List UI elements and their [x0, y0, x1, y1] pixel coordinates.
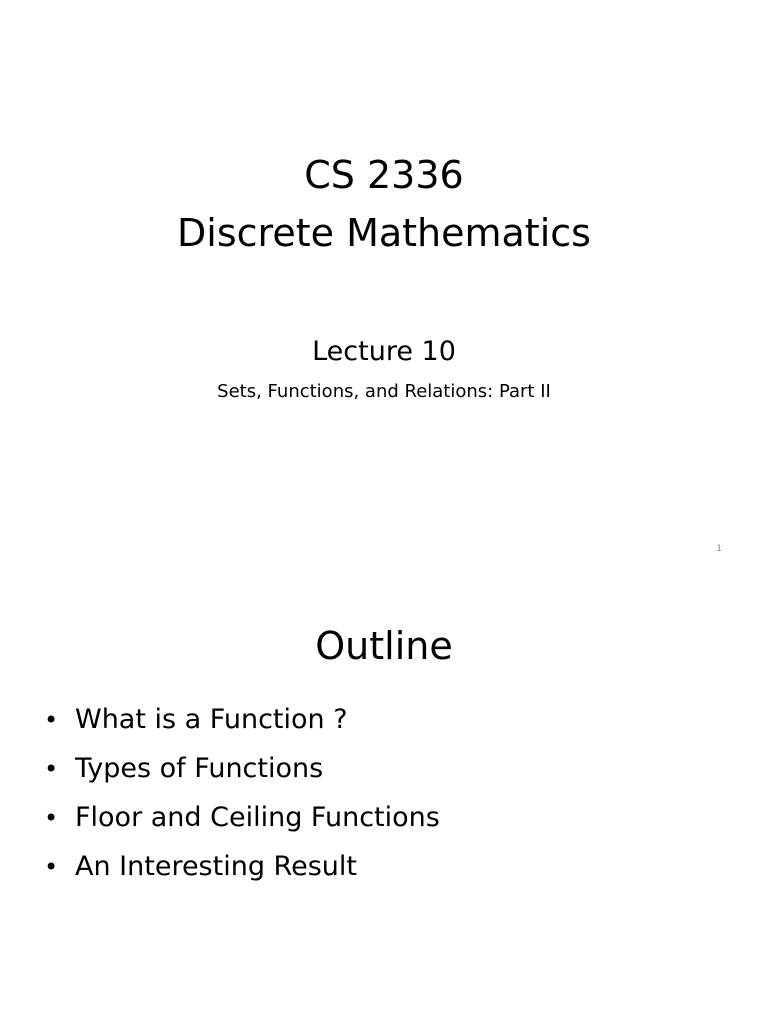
- list-item-text: Types of Functions: [75, 753, 324, 784]
- list-item: [44, 804, 440, 853]
- list-item: [44, 755, 440, 804]
- bullet-icon: •: [44, 804, 59, 832]
- list-item-text: Floor and Ceiling Functions: [75, 802, 440, 833]
- list-item: [44, 706, 440, 755]
- list-item-text: What is a Function ?: [75, 704, 348, 735]
- outline-slide: [0, 576, 768, 1024]
- bullet-icon: •: [44, 706, 59, 734]
- bullet-icon: •: [44, 853, 59, 881]
- lecture-topic: Sets, Functions, and Relations: Part II: [217, 381, 551, 402]
- list-item-text: An Interesting Result: [75, 851, 357, 882]
- course-name: Discrete Mathematics: [177, 211, 591, 255]
- page-number: 1: [716, 544, 722, 554]
- list-item: [44, 853, 440, 902]
- bullet-icon: •: [44, 755, 59, 783]
- outline-list: [44, 706, 440, 902]
- lecture-number: Lecture 10: [312, 336, 456, 367]
- outline-title: Outline: [315, 624, 453, 668]
- course-code: CS 2336: [304, 153, 464, 197]
